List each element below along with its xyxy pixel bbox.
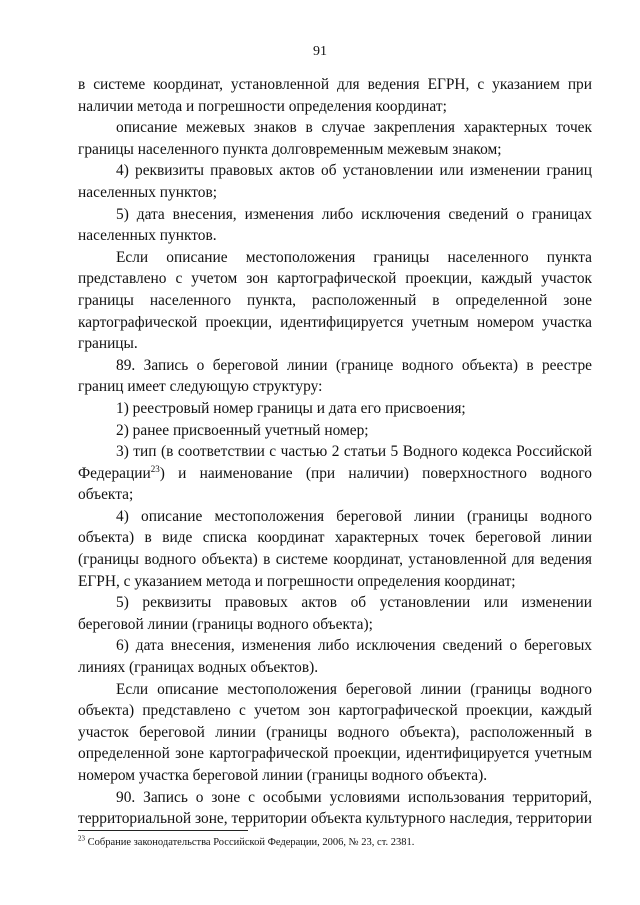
- paragraph-89-item-2: 2) ранее присвоенный учетный номер;: [116, 421, 369, 439]
- paragraph-item-5-dates: 5) дата внесения, изменения либо исключения сведений о границах населенных пунктов.: [78, 205, 592, 245]
- paragraph-boundary-marks: описание межевых знаков в случае закрепления характерных точек границы населенного пункта долговременным межевым знаком;: [78, 119, 592, 158]
- paragraph-89-item-3-text-end: ) и наименование (при наличии) поверхностного водного объекта;: [78, 464, 592, 504]
- paragraph-89-item-5: 5) реквизиты правовых актов об установлении или изменении береговой линии (границы водного объекта);: [78, 594, 592, 633]
- document-body: [78, 74, 592, 830]
- paragraph-shoreline-projection-zones: Если описание местоположения береговой линии (границы водного объекта) представлено с учетом зон картографической проекции, каждый участок береговой линии (границы водного объекта), расположенный в определенной зоне картографической проекции, идентифицируется учетным номером участка береговой линии (границы водного объекта).: [78, 680, 592, 784]
- paragraph-89-item-4: 4) описание местоположения береговой линии (границы водного объекта) в виде списка координат характерных точек береговой линии (границы водного объекта) в системе координат, установленной для ведения ЕГРН, с указанием метода и погрешности определения координат;: [78, 507, 592, 590]
- paragraph-section-89: 89. Запись о береговой линии (границе водного объекта) в реестре границ имеет следующую структуру:: [78, 356, 592, 396]
- paragraph-89-item-3-text-start: 3) тип (в соответствии с частью 2 статьи 5 Водного кодекса Российской Федерации: [78, 443, 592, 482]
- paragraph-continuation: в системе координат, установленной для ведения ЕГРН, с указанием при наличии метода и погрешности определения координат;: [78, 76, 592, 115]
- page-number: 91: [313, 44, 327, 59]
- paragraph-89-item-1: 1) реестровый номер границы и дата его присвоения;: [116, 399, 466, 417]
- paragraph-89-item-3: [78, 441, 592, 506]
- footnote-reference-23[interactable]: 23: [150, 463, 160, 474]
- footnote-marker: 23: [78, 834, 85, 843]
- footnote-23: [78, 836, 592, 850]
- paragraph-section-90: 90. Запись о зоне с особыми условиями использования территорий, территориальной зоне, территории объекта культурного наследия, территории: [78, 788, 593, 828]
- footnote-text: Собрание законодательства Российской Федерации, 2006, № 23, ст. 2381.: [85, 837, 415, 848]
- paragraph-89-item-6: 6) дата внесения, изменения либо исключения сведений о береговых линиях (границах водных объектов).: [78, 637, 592, 677]
- footnote-separator: [78, 830, 248, 831]
- paragraph-item-4-legal-acts: 4) реквизиты правовых актов об установлении или изменении границ населенных пунктов;: [78, 162, 592, 201]
- paragraph-projection-zones: Если описание местоположения границы населенного пункта представлено с учетом зон картографической проекции, каждый участок границы населенного пункта, расположенный в определенной зоне картографической проекции, идентифицируется учетным номером участка границы.: [78, 248, 592, 353]
